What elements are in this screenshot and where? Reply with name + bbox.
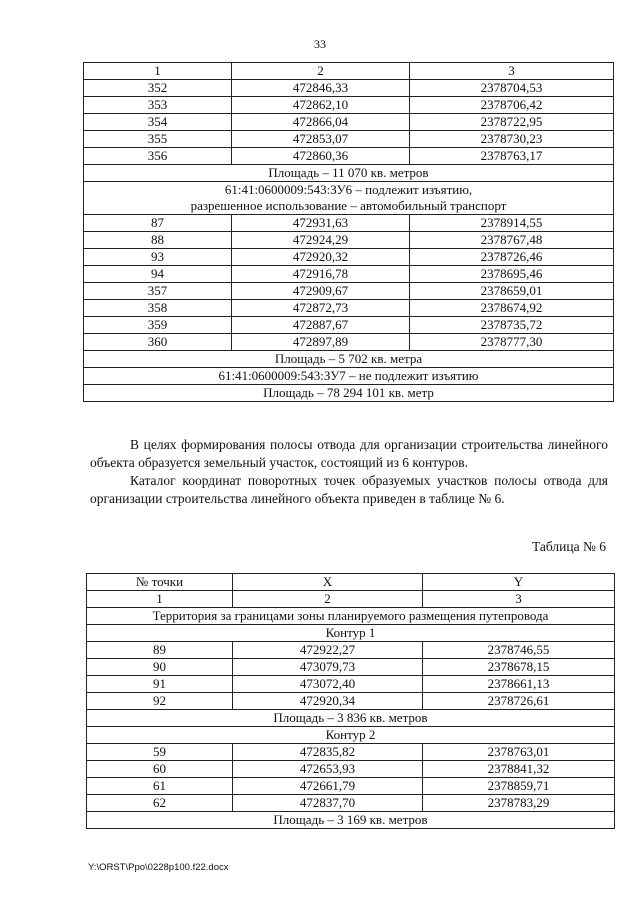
table-cell: 87 — [84, 215, 232, 232]
table-cell: 3 — [423, 591, 615, 608]
table-cell: 2378704,53 — [410, 80, 614, 97]
table-cell: 2378730,23 — [410, 131, 614, 148]
table-cell: 359 — [84, 317, 232, 334]
table-cell: 2378706,42 — [410, 97, 614, 114]
table-header-row — [84, 63, 614, 80]
table-cell: 2 — [232, 63, 410, 80]
table-cell: 354 — [84, 114, 232, 131]
table-span-cell: Контур 2 — [87, 727, 615, 744]
table-cell: 2378841,32 — [423, 761, 615, 778]
table-row — [84, 215, 614, 232]
table-numbering-row — [87, 591, 615, 608]
coordinates-table-continued — [83, 62, 614, 402]
table-row — [84, 232, 614, 249]
table-summary-row — [84, 165, 614, 182]
table-cell: 472887,67 — [232, 317, 410, 334]
table-cell: 472931,63 — [232, 215, 410, 232]
table-cell: Y — [423, 574, 615, 591]
table-row — [87, 744, 615, 761]
table-row — [84, 334, 614, 351]
table-cell: 2378695,46 — [410, 266, 614, 283]
table-header-row — [87, 574, 615, 591]
table-cell: 2378746,55 — [423, 642, 615, 659]
table-cell: 472866,04 — [232, 114, 410, 131]
table-row — [84, 249, 614, 266]
table-span-cell: Площадь – 3 836 кв. метров — [87, 710, 615, 727]
table-summary-row — [87, 625, 615, 642]
table-span-cell: Площадь – 11 070 кв. метров — [84, 165, 614, 182]
table-cell: 2378914,55 — [410, 215, 614, 232]
table-summary-row — [87, 727, 615, 744]
table-cell: 1 — [84, 63, 232, 80]
table-cell: 2378767,48 — [410, 232, 614, 249]
table-cell: 90 — [87, 659, 233, 676]
table-cell: 3 — [410, 63, 614, 80]
table-cell: 2378726,61 — [423, 693, 615, 710]
paragraph-catalog — [90, 472, 608, 508]
table-cell: 472653,93 — [233, 761, 423, 778]
table-cell: 353 — [84, 97, 232, 114]
table-6-coordinates — [86, 573, 615, 829]
table-cell: 2378661,13 — [423, 676, 615, 693]
footer-file-path: Y:\ORST\Ppo\0228p100.f22.docx — [88, 862, 229, 873]
table-row — [84, 266, 614, 283]
table-cell: X — [233, 574, 423, 591]
page-number: 33 — [314, 37, 326, 51]
table-row — [84, 300, 614, 317]
table-cell: 472846,33 — [232, 80, 410, 97]
table-cell: 473079,73 — [233, 659, 423, 676]
table-cell: 2378726,46 — [410, 249, 614, 266]
table-cell: 472835,82 — [233, 744, 423, 761]
table-cell: 88 — [84, 232, 232, 249]
table-cell: 360 — [84, 334, 232, 351]
table-cell: 473072,40 — [233, 676, 423, 693]
table-summary-row — [87, 710, 615, 727]
table-cell: 93 — [84, 249, 232, 266]
table-span-cell: Площадь – 78 294 101 кв. метр — [84, 385, 614, 402]
table-cell: 91 — [87, 676, 233, 693]
table-cell: 472897,89 — [232, 334, 410, 351]
table-cell: 89 — [87, 642, 233, 659]
table-cell: 2378783,29 — [423, 795, 615, 812]
table-row — [84, 317, 614, 334]
table-cell: 92 — [87, 693, 233, 710]
table-cell: 358 — [84, 300, 232, 317]
table-cell: 355 — [84, 131, 232, 148]
paragraph-text: Каталог координат поворотных точек образуемых участков полосы отвода для организации строительства линейного объекта приведен в таблице № 6. — [90, 473, 608, 506]
table-row — [87, 642, 615, 659]
table-cell: 472837,70 — [233, 795, 423, 812]
table-cell: 2378678,15 — [423, 659, 615, 676]
table-span-cell: Площадь – 5 702 кв. метра — [84, 351, 614, 368]
table-cell: 472920,34 — [233, 693, 423, 710]
table-row — [84, 148, 614, 165]
table-span-cell: 61:41:0600009:543:ЗУ6 – подлежит изъятию, разрешенное использование – автомобильный транспорт — [84, 182, 614, 215]
table-summary-row — [87, 608, 615, 625]
table-row — [84, 97, 614, 114]
table-cell: 60 — [87, 761, 233, 778]
table-span-cell: Контур 1 — [87, 625, 615, 642]
table-cell: 472922,27 — [233, 642, 423, 659]
table-row — [87, 659, 615, 676]
table-summary-row — [84, 385, 614, 402]
table-cell: 1 — [87, 591, 233, 608]
table-span-cell: Территория за границами зоны планируемого размещения путепровода — [87, 608, 615, 625]
table-cell: 2378763,17 — [410, 148, 614, 165]
table-cell: 61 — [87, 778, 233, 795]
table-cell: 59 — [87, 744, 233, 761]
table-row — [84, 131, 614, 148]
table-cell: 2378777,30 — [410, 334, 614, 351]
table-cell: 352 — [84, 80, 232, 97]
table-cell: 2 — [233, 591, 423, 608]
table-row — [87, 761, 615, 778]
table-cell: 472860,36 — [232, 148, 410, 165]
table-row — [87, 676, 615, 693]
table-cell: 2378735,72 — [410, 317, 614, 334]
table-row — [84, 80, 614, 97]
table-row — [87, 693, 615, 710]
table-cell: 357 — [84, 283, 232, 300]
table-row — [87, 778, 615, 795]
table-cell: 2378674,92 — [410, 300, 614, 317]
table-cell: 2378859,71 — [423, 778, 615, 795]
table-span-cell: 61:41:0600009:543:ЗУ7 – не подлежит изъятию — [84, 368, 614, 385]
table-cell: 94 — [84, 266, 232, 283]
table-cell: 472853,07 — [232, 131, 410, 148]
table-row — [84, 114, 614, 131]
table-cell: 472924,29 — [232, 232, 410, 249]
table-cell: 356 — [84, 148, 232, 165]
table-summary-row — [87, 812, 615, 829]
table-cell: 472916,78 — [232, 266, 410, 283]
table-span-cell: Площадь – 3 169 кв. метров — [87, 812, 615, 829]
paragraph-land-plot — [90, 436, 608, 472]
table-summary-row — [84, 368, 614, 385]
table-cell: 472661,79 — [233, 778, 423, 795]
table-cell: 2378659,01 — [410, 283, 614, 300]
table-row — [84, 283, 614, 300]
table-row — [87, 795, 615, 812]
table-summary-row — [84, 351, 614, 368]
table-summary-row — [84, 182, 614, 215]
table-caption: Таблица № 6 — [532, 539, 606, 554]
table-cell: 472872,73 — [232, 300, 410, 317]
table-cell: 472909,67 — [232, 283, 410, 300]
table-cell: № точки — [87, 574, 233, 591]
table-cell: 62 — [87, 795, 233, 812]
table-cell: 2378763,01 — [423, 744, 615, 761]
paragraph-text: В целях формирования полосы отвода для организации строительства линейного объекта образуется земельный участок, состоящий из 6 контуров. — [90, 437, 608, 470]
table-cell: 472862,10 — [232, 97, 410, 114]
table-cell: 2378722,95 — [410, 114, 614, 131]
table-cell: 472920,32 — [232, 249, 410, 266]
